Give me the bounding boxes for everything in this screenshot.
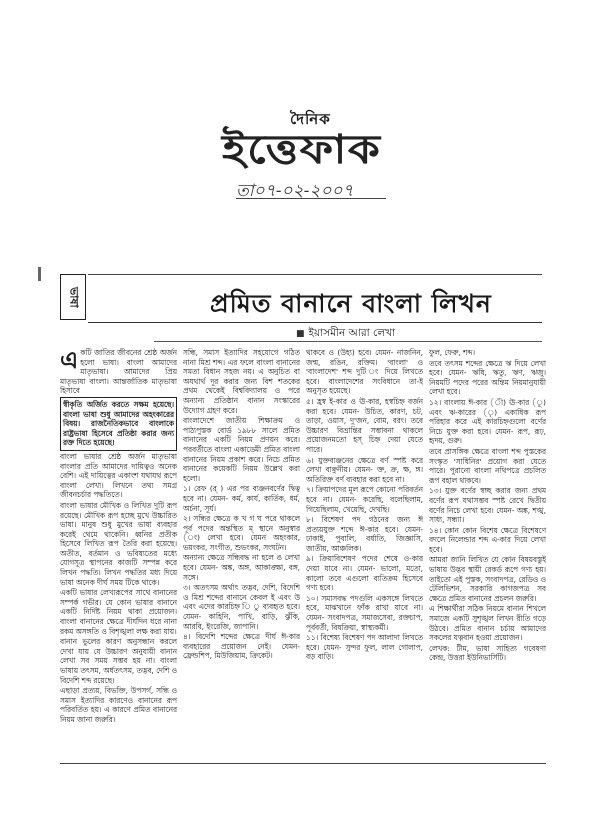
headline-rule (88, 322, 542, 323)
paragraph: তবে প্রাসঙ্গিক ক্ষেত্রে বাংলা শব্দ পুস্তকের সংস্কৃত 'সাধিনির' প্রয়োগ করা যেতে পারে। পুরানো বাংলা নথিপত্রে প্রচলিত রূপ বহাল থাকবে। (429, 446, 546, 485)
scan-margin-mark (38, 267, 41, 281)
date-underline (236, 198, 386, 199)
handwritten-date: তা০৭-০২-২০০৭ (236, 181, 354, 201)
paragraph: একটি ভাষার লেখ্যরূপের সাথে বানানের সম্পর্ক গভীর। যে কোন ভাষার বানানে একটি নির্দিষ্ট নিয়ম থাকা প্রয়োজন। বাংলা বানানের ক্ষেত্রে দীর্ঘদিন ধরে নানা রকম অসঙ্গতি ও বিশৃঙ্খলা লক্ষ করা যায়। (60, 588, 177, 636)
paragraph: তবে তৎসম শব্দের ক্ষেত্রে ঋ দিয়ে লেখা হবে। যেমন- ঋষি, ঋতু, ঋণ, ঋজু। নিয়মটি পদের পরের অন্তিম নিয়মানুযায়ী লেখা হবে। (429, 358, 546, 397)
rule-item: ১০। সমাসবদ্ধ পদগুলি একসঙ্গে লিখতে হবে, মাঝখানে ফাঁক রাখা যাবে না। যেমন- সংবাদপত্র, সমাজসেবা, রক্তচাপ, পূর্ববর্তী, বিষক্রিয়া, স্বাস্থ্যকর্মী। (306, 593, 423, 632)
section-label: ভাষা (67, 286, 81, 308)
masthead-daily-label: দৈনিক (290, 110, 331, 128)
paragraph: বাংলা ভাষার মৌখিক ও লিখিত দুটি রূপ রয়েছে। মৌখিক রূপ হচ্ছে মুখে উচ্চারিত ভাষা। মানুষ শুধু মুখের ভাষা ব্যবহার করেই থেমে থাকেনি। ধ্বনির প্রতীক হিসেবে লিখিত রূপ তৈরি করা হয়েছে। অতীত, বর্তমান ও ভবিষ্যতের মধ্যে যোগসূত্র স্থাপনের কাজটি সম্পন্ন করে লিখন পদ্ধতি। লিখন পদ্ধতির মধ্য দিয়ে ভাষা অনেক দীর্ঘ সময় টিকে থাকে। (60, 500, 177, 587)
paragraph: সন্ধি, সমাস ইত্যাদির সহযোগে গঠিত নানা মিশ্র শব্দ। এর ফলে বাংলা বানানের সমতা বিধান সহজ নয়। এ অনুচিত বা অযথার্থ দূর করার জন্য বিশ শতকের প্রথম থেকেই বিশ্ববিদ্যালয় ও পরে অন্যান্য প্রতিষ্ঠান বানান সংস্কারের উদ্যোগ গ্রহণ করে। (183, 348, 300, 415)
rule-item: ৬। যুক্তব্যঞ্জনের ক্ষেত্রে বর্ণ স্পষ্ট করে লেখা বাঞ্ছনীয়। যেমন- ক্ত, ক্র, ক্ষ, ঙ্গ। অতিরিক্ত বর্ণ ব্যবহার করা হবে না। (306, 455, 423, 484)
paragraph: থাকবে ও (উহ্য) হবে। যেমন- নাজনিন, জন্ম, রঙিন, রক্তিম। 'বাংলা' ও 'বাংলাদেশ' শব্দ দুটি ং দিয়ে লিখতে হবে। বাংলাদেশের সংবিধানে তা-ই অনুসৃত হয়েছে। (306, 348, 423, 396)
masthead-title: ইত্তেফাক (222, 127, 382, 173)
article-clipping (60, 262, 546, 762)
paragraph: বানান ভুলের কারণ অনুসন্ধান করলে দেখা যায় যে উচ্চারণ অনুযায়ী বানান লেখা সব সময় সম্ভব হয় না। বাংলা ভাষায় তৎসম, অর্ধতৎসম, তদ্ভব, দেশি ও বিদেশি শব্দ রয়েছে। (60, 637, 177, 685)
rule-item: ৪। বিদেশি শব্দের ক্ষেত্রে দীর্ঘ ঈ-কার ব্যবহারের প্রয়োজন নেই। যেমন- ফ্রেন্ডশিপ, মিউজিয়াম, ক্রিকেট। (183, 632, 300, 661)
byline-rule (154, 341, 542, 342)
section-tab (60, 274, 86, 320)
rule-item: ১৪। কোন কোন বিশেষ ক্ষেত্রে বিশেষণে বদলে নিলেন্ডার শব্দ এ-কার দিয়ে লেখা হবে। (429, 525, 546, 554)
rule-item: ১৩। যুক্ত বর্ণের স্বচ্ছ করার জন্য প্রথম বর্ণের রূপ যথাসম্ভব স্পষ্ট রেখে দ্বিতীয় বর্ণের নিচে লেখা হবে। যেমন- অঙ্ক, শঙ্খ, সাধ্য, সন্ধ্যা। (429, 486, 546, 525)
paragraph: আমরা জানি লিখিত যে কোন বিষয়বস্তুই ভাষায় উদ্ভব স্থায়ী রেকর্ড রূপে গণ্য হয়। তাইতো এই পুস্তক, সংবাদপত্র, রেডিও ও টেলিভিশন, সরকারি কাগজপত্র সব ক্ষেত্রে প্রমিত বানানের প্রচলন জরুরি। (429, 555, 546, 603)
article-headline: প্রমিত বানানে বাংলা লিখন (210, 289, 492, 318)
paragraph: এ শিক্ষার্থীরা সঠিক নিয়মে বানান শিখলে সমাজে একটি সুশৃঙ্খল লিখন রীতি গড়ে উঠবে। প্রমিত বানান চর্চায় আমাদের সকলের যত্নবান হওয়া প্রয়োজন। (429, 604, 546, 643)
article-column-2 (183, 348, 300, 762)
paragraph: অন্যান্য ক্ষেত্রে সন্ধিবদ্ধ না হলে ঙ লেখা হবে। যেমন- অঙ্ক, অঙ্গ, আকাঙ্ক্ষা, বঙ্গ, সঙ্গে। (183, 553, 300, 582)
article-top-rule (88, 274, 542, 275)
paragraph: এছাড়া প্রত্যয়, বিভক্তি, উপসর্গ, সন্ধি ও সমাস ইত্যাদির কারণেও বানানের রূপ পরিবর্তিত হয়। এ কারণে প্রমিত বানানের নিয়ম জানা জরুরি। (60, 686, 177, 724)
article-columns (60, 348, 546, 762)
rule-item: ১। রেফ (র্ ) এর পর ব্যঞ্জনবর্ণের দ্বিত্ব হবে না। যেমন- কর্ম, কার্য, কার্তিক, ধর্ম, অর্চনা, সূর্য। (183, 484, 300, 513)
rule-item: ৫। হ্রস্ব ই-কার ও ঊ-কার, হস্বচিহ্ন বর্জন করা হবে। যেমন- উচিত, কারণ, চট, তাড়া, ওয়াস, দু'জন, বোম, বরং। তবে উচ্চারণ বিভ্রান্তির সম্ভাবনা থাকলে প্রয়োজনমতো হস্ চিহ্ন দেয়া যেতে পারে। (306, 396, 423, 454)
author-note: লেখক: টীম, ভাষা সাহিত্য গবেষণা কেন্দ্র, উত্তরা ইউনিভার্সিটি। (429, 643, 546, 663)
rule-item: ২। সন্ধির ক্ষেত্রে ক খ গ ঘ পরে থাকলে পূর্ব পদের অন্তস্থিত ম্ স্থানে অনুস্বার (ং) লেখা হবে। যেমন অহংকার, ভয়ংকর, সংগীত, শুভংকর, সংঘটন। (183, 514, 300, 552)
paragraph: বাংলা ভাষার শ্রেষ্ঠ অর্জন মাতৃভাষা বাংলার প্রতি আমাদের দায়িত্বও অনেক বেশি। এই দায়িত্বের একাংশ যথাযথ রূপে বাংলা লেখা। লিখনে তথ্য সমগ্র জীবনচর্চার পদ্ধতিতে। (60, 451, 177, 500)
highlighted-paragraph: স্বীকৃতি অর্জিত করতে সক্ষম হয়েছে। বাংলা ভাষা শুধু আমাদের অহংকারের বিষয়। রাজনৈতিকভাবে বাংলাকে রাষ্ট্রভাষা হিসেবে প্রতিষ্ঠা করার জন্য রক্ত দিতে হয়েছে। (60, 397, 177, 451)
rule-item: ৮। বিশেষণ পদ গঠনের জন্য ঈ প্রত্যয়যুক্ত শব্দে ঈ-কার হবে। যেমন- ঢাকাই, পুবালি, বর্ষাতি, জিজ্ঞাসি, জাতীয়, আঞ্চলিক। (306, 515, 423, 553)
article-column-1 (60, 348, 177, 762)
paragraph: কটি জাতির জীবনের শ্রেষ্ঠ অর্জন হলো ভাষা। বাংলা আমাদের মাতৃভাষা। আমাদের প্রিয় মাতৃভাষা বাংলা। আন্তর্জাতিক মাতৃভাষা হিসাবে (60, 348, 177, 396)
drop-cap: এ (60, 348, 79, 374)
pen-icon: ■ (296, 329, 305, 339)
paragraph: বাংলাদেশে জাতীয় শিক্ষাক্রম ও পাঠ্যপুস্তক বোর্ড ১৯৮৮ সালে প্রমিত বানানের একটি নিয়ম প্রণয়ন করে। পরবর্তীতে বাংলা একাডেমী প্রমিত বাংলা বানানের নিয়ম প্রকাশ করে। নিচে প্রমিত বানানের কয়েকটি নিয়ম উল্লেখ করা হলো। (183, 416, 300, 483)
byline-author: ইয়াসমীন আরা লেখা (308, 327, 396, 339)
rule-item: ৯। ক্রিয়াবিশেষণ পদের শেষে ও-কার দেয়া যাবে না। যেমন- ভালো, মতো, কালো তবে এগুলো ব্যতিক্রম হিসেবে গণ্য হবে। (306, 554, 423, 593)
paragraph: ফুল, ফেরু, শব্দ। (429, 348, 475, 357)
rule-item: ১১। বিশেষ্য বিশেষণ পদ আলাদা লিখতে হবে। যেমন- সুন্দর ফুল, লাল গোলাপ, বড় বাড়ি। (306, 633, 423, 662)
rule-item: ৩। অতৎসম অর্থাৎ তদ্ভব, দেশি, বিদেশি ও মিশ্র শব্দের বানানে কেবল ই এবং উ এবং এদের কারচিহ্ন ি ু ব্যবহৃত হবে। যেমন- কাহিনি, পাখি, বাড়ি, ঝুঁকি, আরবি, ইংরেজি, জাপানি। (183, 583, 300, 631)
rule-item: ৭। ক্রিয়াপদের মূল রূপে কোনো পরিবর্তন হবে না। যেমন- করেছি, বলেছিলাম, গিয়েছিলাম, খেয়েছি, দেখছি। (306, 485, 423, 514)
article-column-4 (429, 348, 546, 762)
rule-item: ১২। বাংলায় ঈ-কার (ী) ঊ-কার (ূ) এবং ঋ-কারের (ৃ) একাধিক রূপ পরিহার করে এই কারচিহ্নগুলো বর্ণের নিচে যুক্ত করা হবে। যেমন- রূপ, রূঢ়, হৃদয়, গুরু। (429, 397, 546, 446)
article-column-3 (306, 348, 423, 762)
article-bottom-rule (60, 763, 546, 764)
